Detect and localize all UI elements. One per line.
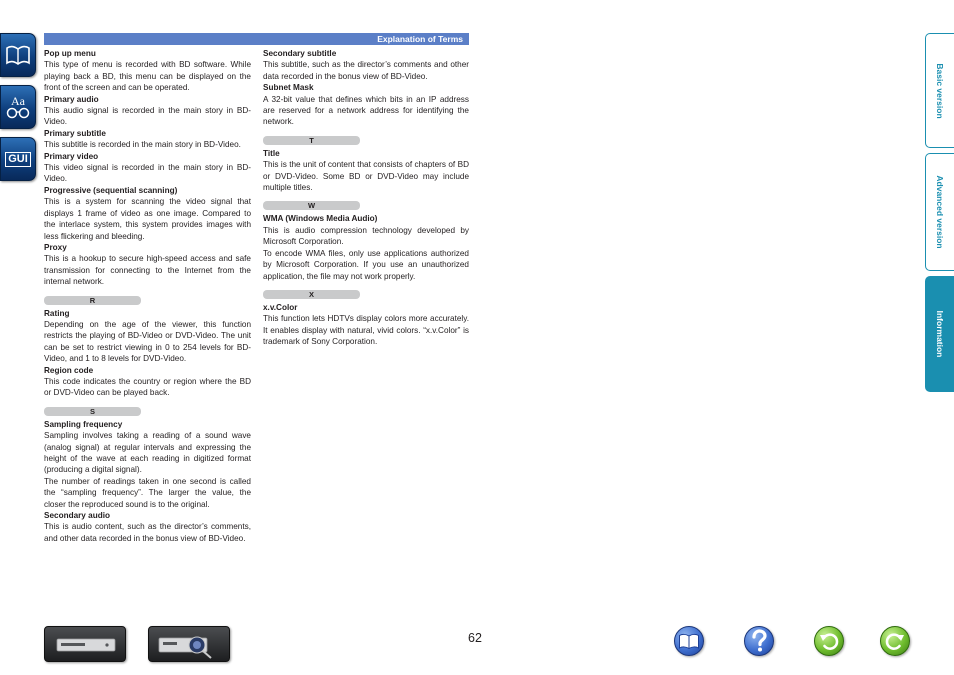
term-heading: WMA (Windows Media Audio) [263, 214, 378, 224]
term-heading: Primary audio [44, 94, 99, 104]
tab-label: Advanced version [935, 175, 945, 249]
help-button[interactable] [744, 626, 774, 656]
term-heading: x.v.Color [263, 302, 298, 312]
term-heading: Title [263, 148, 280, 158]
term-definition: This function lets HDTVs display colors more accurately. It enables display with natural, vivid colors. “x.v.Color” is trademark of Sony Corporation. [263, 314, 469, 347]
term-definition: This code indicates the country or region where the BD or DVD-Video can be played back. [44, 376, 251, 398]
term-definition: Depending on the age of the viewer, this function restricts the playing of BD-Video or DVD-Video. The unit can be set to restrict viewing in 0 to 254 levels for BD-Video, and 1 to 8 levels for DVD-Video. [44, 319, 251, 364]
forward-button[interactable] [880, 626, 910, 656]
term-definition: A 32-bit value that defines which bits in an IP address are reserved for a network address for identifying the network. [263, 94, 469, 127]
term-heading: Pop up menu [44, 49, 96, 58]
bd-player-icon [45, 627, 127, 663]
contents-button[interactable] [674, 626, 704, 656]
letter-heading-w: W [263, 201, 360, 210]
gui-icon[interactable] [0, 137, 36, 181]
letter-heading-r: R [44, 296, 141, 305]
term-definition: This is a hookup to secure high-speed access and safe transmission for connecting to the Internet from the internal network. [44, 254, 251, 287]
book-icon[interactable] [0, 33, 36, 77]
tab-information[interactable] [925, 276, 954, 392]
term-heading: Sampling frequency [44, 419, 123, 429]
entries-r [44, 308, 251, 399]
bd-player-button[interactable] [44, 626, 126, 662]
term-heading: Subnet Mask [263, 83, 314, 93]
contents-book-icon [678, 632, 700, 650]
letter-heading-t: T [263, 136, 360, 145]
remote-control-button[interactable] [148, 626, 230, 662]
term-definition: This video signal is recorded in the main story in BD-Video. [44, 163, 251, 184]
term-heading: Progressive (sequential scanning) [44, 185, 178, 195]
tab-advanced-version[interactable] [925, 153, 954, 271]
term-definition: This is a system for scanning the video signal that displays 1 frame of video as one image. Compared to the interlace system, this system provides images with less flickering and bleeding. [44, 197, 251, 241]
section-header: Explanation of Terms [44, 33, 469, 45]
term-definition: This is audio content, such as the director’s comments, and other data recorded in the bonus view of BD-Video. [44, 522, 251, 543]
font-glasses-icon[interactable] [0, 85, 36, 129]
entries-top [263, 48, 469, 128]
entries-t [263, 148, 469, 194]
term-heading: Secondary audio [44, 511, 110, 521]
term-definition: To encode WMA files, only use applications authorized by Microsoft Corporation. If you use an unauthorized application, the file may not work properly. [263, 248, 469, 281]
term-definition: Sampling involves taking a reading of a sound wave (analog signal) at regular intervals and expressing the height of the wave at each reading in digitized format (producing a digital signal). [44, 431, 251, 475]
letter-heading-x: X [263, 290, 360, 299]
term-definition: This is audio compression technology developed by Microsoft Corporation. [263, 225, 469, 247]
term-heading: Rating [44, 308, 70, 318]
tab-label: Information [935, 310, 945, 358]
back-arrow-icon [818, 630, 840, 652]
entries-top [44, 48, 251, 288]
term-definition: This is the unit of content that consists of chapters of BD or DVD-Video. Some BD or DVD-Video may include multiple titles. [263, 160, 469, 193]
font-label: Aa [11, 94, 25, 108]
tab-label: Basic version [935, 62, 945, 119]
gui-label: GUI [5, 152, 31, 167]
tab-basic-version[interactable] [925, 33, 954, 148]
term-heading: Primary subtitle [44, 128, 106, 138]
term-definition: This subtitle is recorded in the main story in BD-Video. [44, 140, 241, 150]
term-heading: Region code [44, 365, 94, 375]
letter-heading-s: S [44, 407, 141, 416]
entries-s [44, 419, 251, 544]
left-column [44, 48, 251, 544]
entries-x [263, 302, 469, 348]
page-number: 62 [468, 631, 482, 645]
left-tool-icons [0, 33, 36, 189]
help-question-icon [749, 629, 769, 653]
term-definition: The number of readings taken in one second is called the “sampling frequency”. The larger the value, the closer the reproduced sound is to the original. [44, 476, 251, 509]
term-definition: This subtitle, such as the director’s comments and other data recorded in the bonus view of BD-Video. [263, 60, 469, 81]
forward-arrow-icon [884, 630, 906, 652]
term-definition: This type of menu is recorded with BD software. While playing back a BD, this menu can be displayed on the front of the screen and can be operated. [44, 60, 251, 93]
term-heading: Proxy [44, 242, 67, 252]
term-heading: Primary video [44, 151, 99, 161]
right-column [263, 48, 469, 348]
term-heading: Secondary subtitle [263, 49, 337, 58]
remote-control-icon [149, 627, 231, 663]
back-button[interactable] [814, 626, 844, 656]
term-definition: This audio signal is recorded in the main story in BD-Video. [44, 106, 251, 127]
entries-w [263, 213, 469, 281]
